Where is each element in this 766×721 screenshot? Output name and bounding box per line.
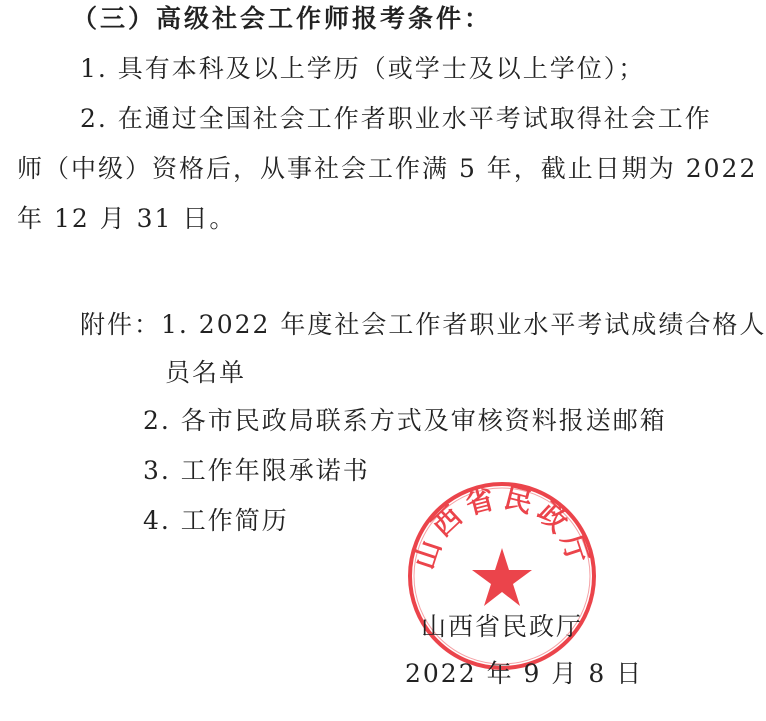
section-heading: （三）高级社会工作师报考条件： bbox=[72, 4, 493, 33]
attachment-item-4: 4. 工作简历 bbox=[143, 506, 289, 535]
seal-star-icon bbox=[472, 548, 532, 606]
attachment-line-1: 附件：1. 2022 年度社会工作者职业水平考试成绩合格人 bbox=[80, 310, 766, 339]
attachment-item-3: 3. 工作年限承诺书 bbox=[143, 456, 370, 485]
official-seal bbox=[402, 476, 602, 676]
condition-item-2-line-1 bbox=[80, 102, 722, 136]
condition-item-2-line-2: 师（中级）资格后，从事社会工作满 5 年，截止日期为 2022 bbox=[17, 154, 758, 183]
attachment-item-2: 2. 各市民政局联系方式及审核资料报送邮箱 bbox=[143, 406, 667, 435]
condition-item-1: 1. 具有本科及以上学历（或学士及以上学位）； bbox=[80, 54, 646, 83]
attachment-line-1-cont: 员名单 bbox=[165, 358, 247, 387]
seal-text: 山西省民政厅 bbox=[407, 480, 597, 574]
condition-item-2-line-3: 年 12 月 31 日。 bbox=[17, 204, 237, 233]
signing-date: 2022 年 9 月 8 日 bbox=[405, 659, 644, 688]
condition-item-2-text: 2. 在通过全国社会工作者职业水平考试取得社会工作 bbox=[80, 104, 712, 133]
signing-organization: 山西省民政厅 bbox=[421, 612, 584, 641]
